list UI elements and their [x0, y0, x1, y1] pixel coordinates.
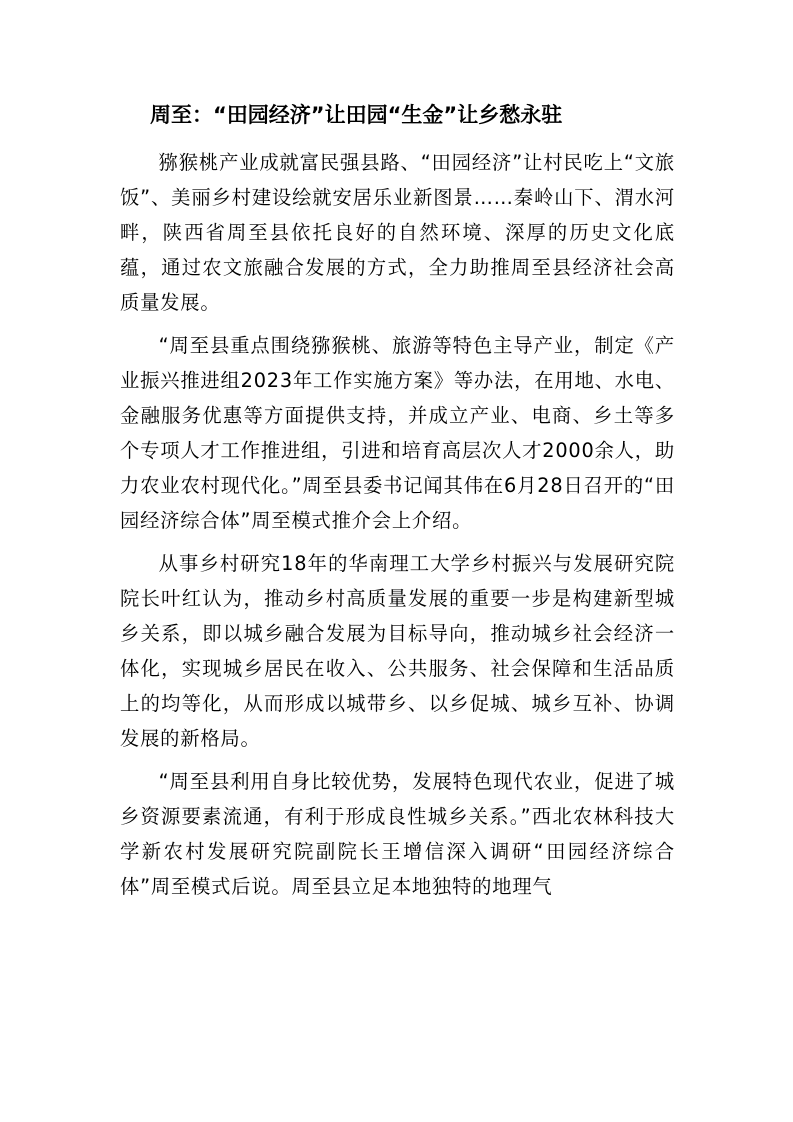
paragraph-1: 猕猴桃产业成就富民强县路、“田园经济”让村民吃上“文旅饭”、美丽乡村建设绘就安居乐业新图景……秦岭山下、渭水河畔，陕西省周至县依托良好的自然环境、深厚的历史文化底蕴，通过农文旅融合发展的方式，全力助推周至县经济社会高质量发展。	[120, 151, 675, 314]
paragraph-2: “周至县重点围绕猕猴桃、旅游等特色主导产业，制定《产业振兴推进组2023年工作实施方案》等办法，在用地、水电、金融服务优惠等方面提供支持，并成立产业、电商、乡土等多个专项人才工作推进组，引进和培育高层次人才2000余人，助力农业农村现代化。”周至县委书记闻其伟在6月28日召开的“田园经济综合体”周至模式推介会上介绍。	[120, 334, 675, 532]
document-body	[120, 145, 675, 912]
paragraph-3: 从事乡村研究18年的华南理工大学乡村振兴与发展研究院院长叶红认为，推动乡村高质量发展的重要一步是构建新型城乡关系，即以城乡融合发展为目标导向，推动城乡社会经济一体化，实现城乡居民在收入、公共服务、社会保障和生活品质上的均等化，从而形成以城带乡、以乡促城、城乡互补、协调发展的新格局。	[120, 552, 675, 750]
document-title: 周至：“田园经济”让田园“生金”让乡愁永驻	[150, 103, 563, 127]
paragraph-4: “周至县利用自身比较优势，发展特色现代农业，促进了城乡资源要素流通，有利于形成良性城乡关系。”西北农林科技大学新农村发展研究院副院长王增信深入调研“田园经济综合体”周至模式后说。周至县立足本地独特的地理气	[120, 770, 675, 898]
